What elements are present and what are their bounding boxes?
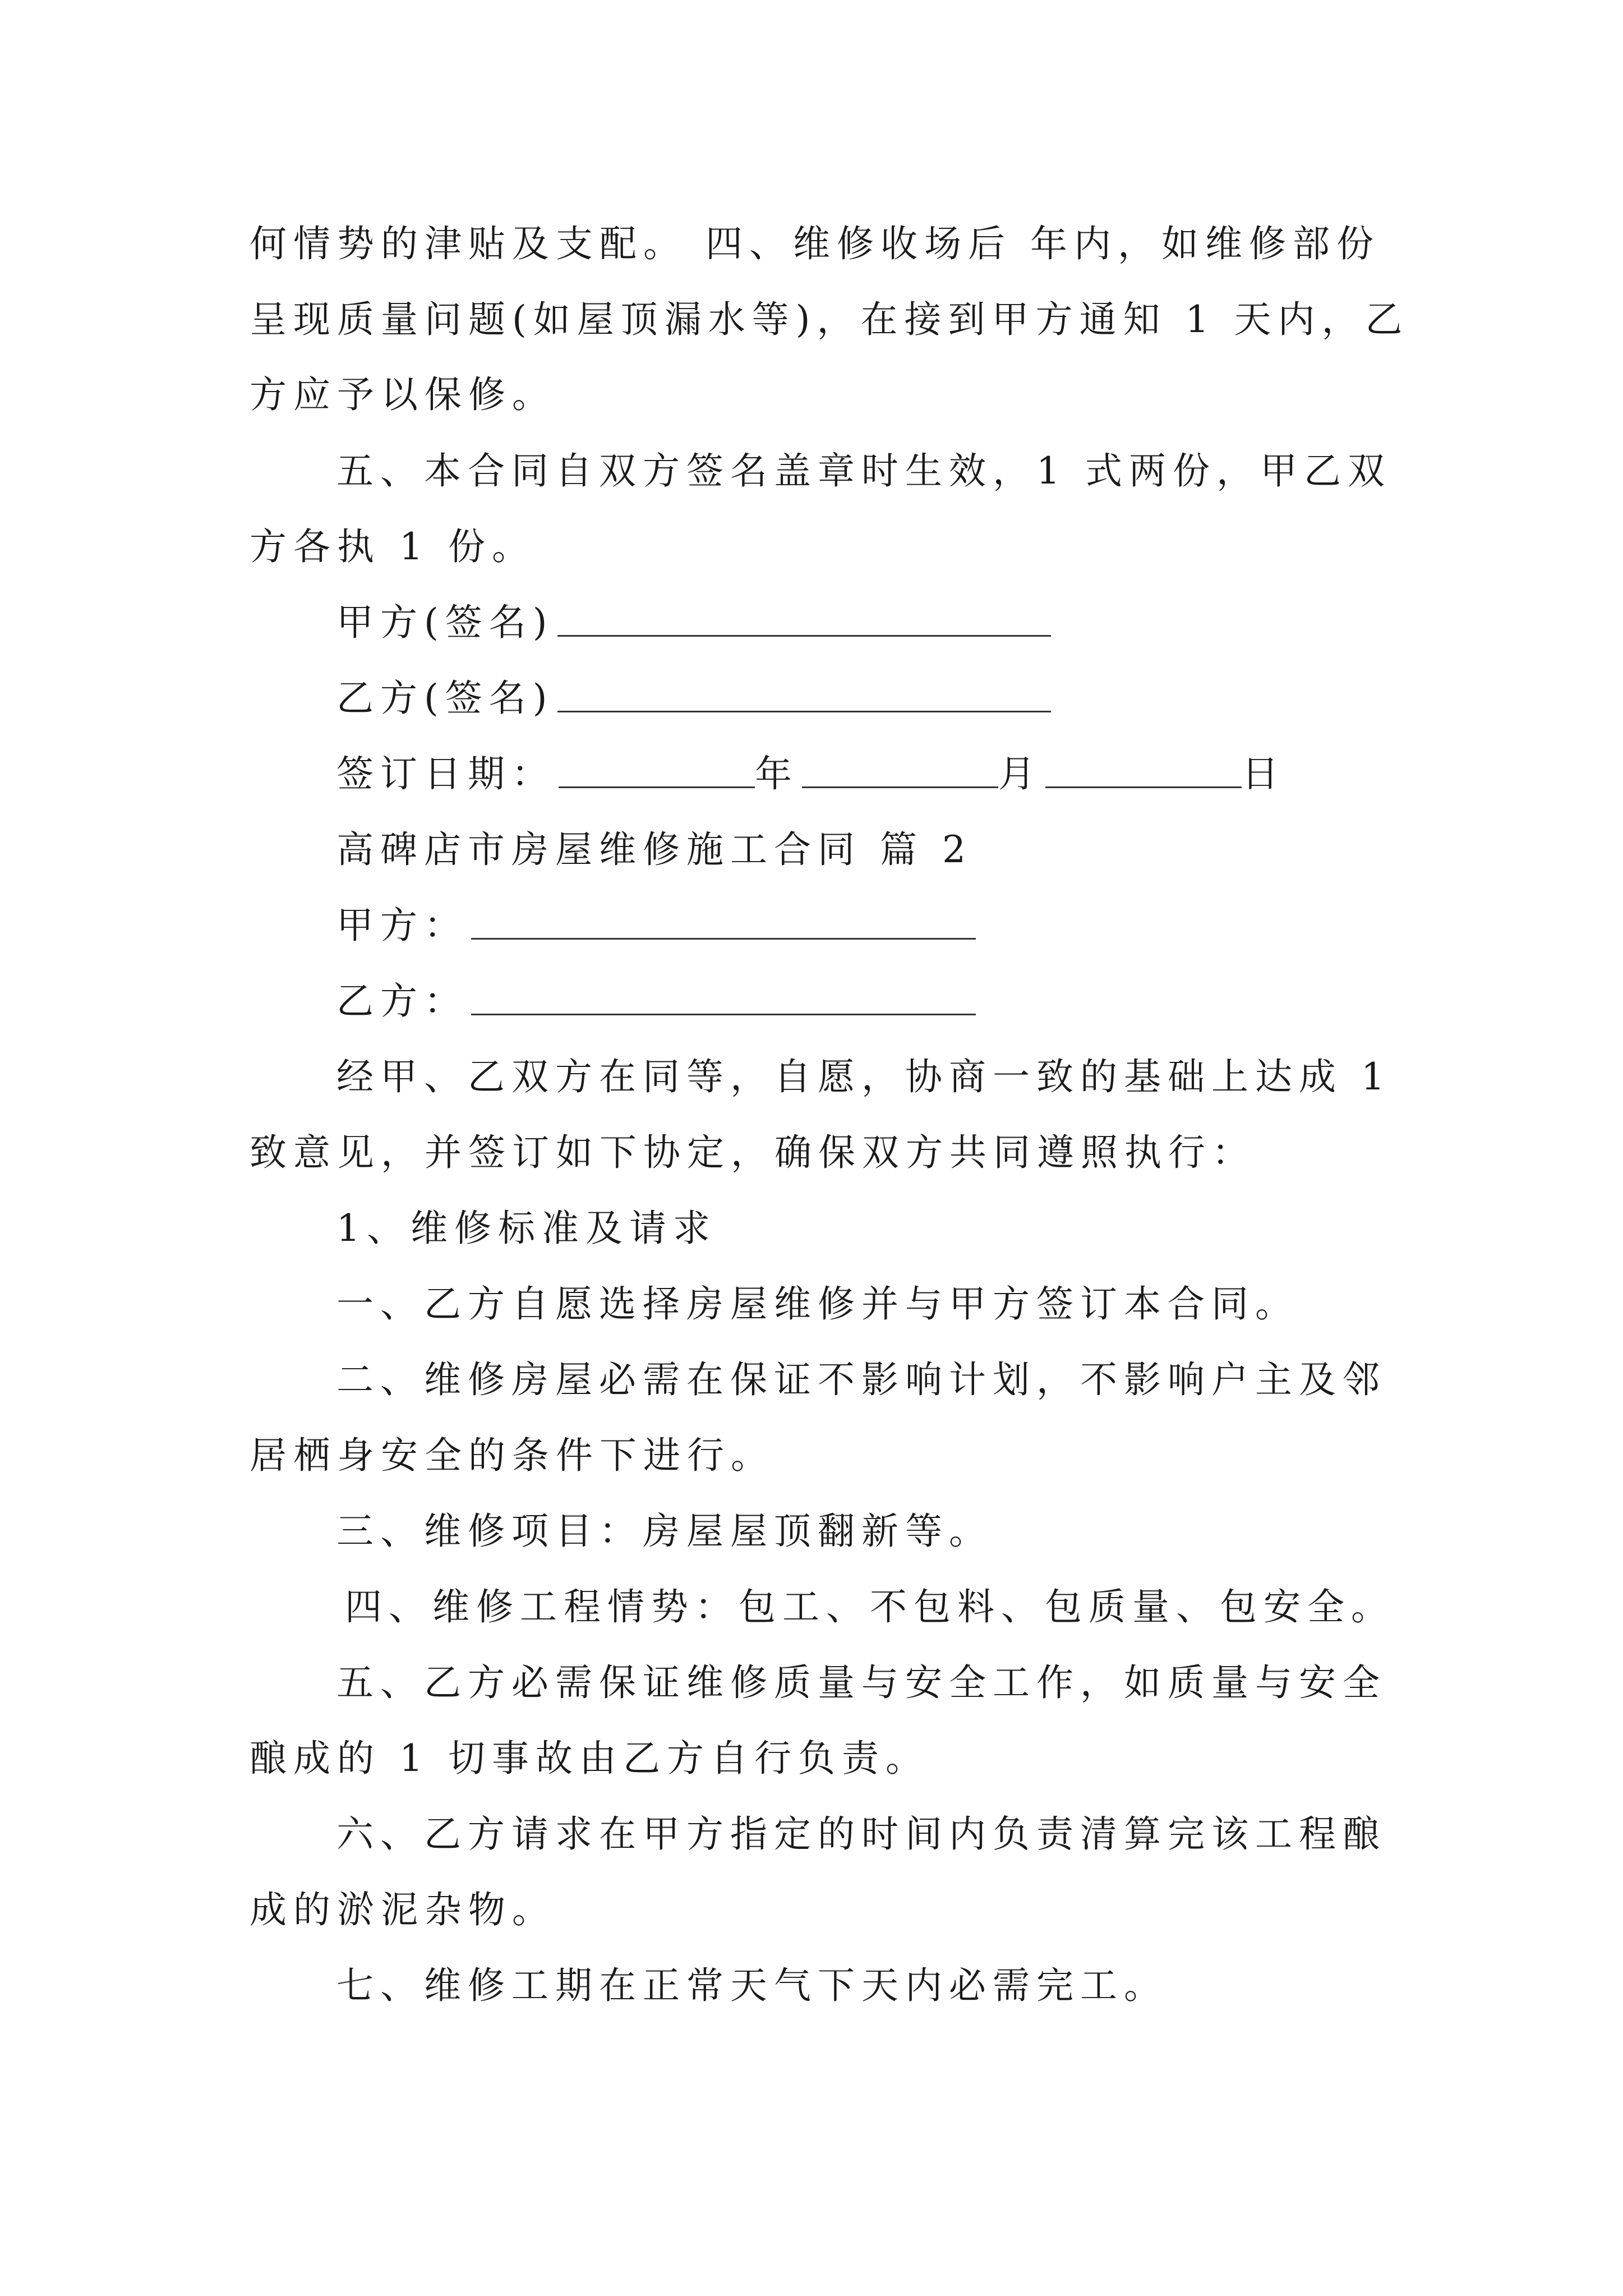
party-a-line [336, 903, 976, 948]
section-title: 高碑店市房屋维修施工合同 篇 2 [336, 828, 972, 871]
signing-date-line [336, 752, 1285, 797]
subheading: 1、维修标准及请求 [336, 1207, 717, 1250]
paragraph-line: 何情势的津贴及支配。 四、维修收场后 年内，如维修部份 [250, 222, 1380, 265]
party-a-signature-label: 甲方(签名) [336, 601, 554, 644]
date-blank-day [1045, 752, 1242, 788]
paragraph-line: 七、维修工期在正常天气下天内必需完工。 [336, 1964, 1168, 2007]
date-blank-month [802, 752, 998, 788]
paragraph-line: 酿成的 1 切事故由乙方自行负责。 [250, 1737, 929, 1780]
paragraph-line: 居栖身安全的条件下进行。 [250, 1434, 774, 1477]
party-b-signature-label: 乙方(签名) [336, 677, 554, 720]
paragraph-line: 五、乙方必需保证维修质量与安全工作，如质量与安全 [336, 1661, 1386, 1704]
paragraph-line: 二、维修房屋必需在保证不影响计划，不影响户主及邻 [336, 1358, 1386, 1401]
paragraph-line: 四、维修工程情势：包工、不包料、包质量、包安全。 [345, 1585, 1395, 1628]
day-label: 日 [1242, 752, 1285, 795]
paragraph-line: 经甲、乙双方在同等，自愿，协商一致的基础上达成 1 [336, 1055, 1391, 1098]
year-label: 年 [755, 752, 799, 795]
paragraph-line: 三、维修项目：房屋屋顶翻新等。 [336, 1510, 993, 1553]
paragraph-line: 成的淤泥杂物。 [250, 1888, 556, 1931]
party-b-signature-line [336, 676, 1051, 721]
signing-date-label: 签订日期： [336, 752, 555, 795]
paragraph-line: 致意见，并签订如下协定，确保双方共同遵照执行： [250, 1131, 1256, 1174]
paragraph-line: 方应予以保修。 [250, 373, 556, 416]
party-b-line [336, 979, 976, 1024]
paragraph-line: 一、乙方自愿选择房屋维修并与甲方签订本合同。 [336, 1282, 1299, 1326]
signature-blank [557, 600, 1051, 637]
party-a-signature-line [336, 600, 1051, 645]
paragraph-line: 五、本合同自双方签名盖章时生效，1 式两份，甲乙双 [336, 449, 1391, 493]
party-a-label: 甲方： [336, 904, 468, 947]
party-blank [471, 979, 976, 1015]
month-label: 月 [998, 752, 1042, 795]
party-blank [471, 903, 976, 940]
paragraph-line: 六、乙方请求在甲方指定的时间内负责清算完该工程酿 [336, 1812, 1386, 1856]
party-b-label: 乙方： [336, 979, 468, 1023]
date-blank-year [559, 752, 755, 788]
paragraph-line: 呈现质量问题(如屋顶漏水等)，在接到甲方通知 1 天内，乙 [250, 298, 1409, 341]
paragraph-line: 方各执 1 份。 [250, 525, 536, 568]
signature-blank [557, 676, 1051, 712]
